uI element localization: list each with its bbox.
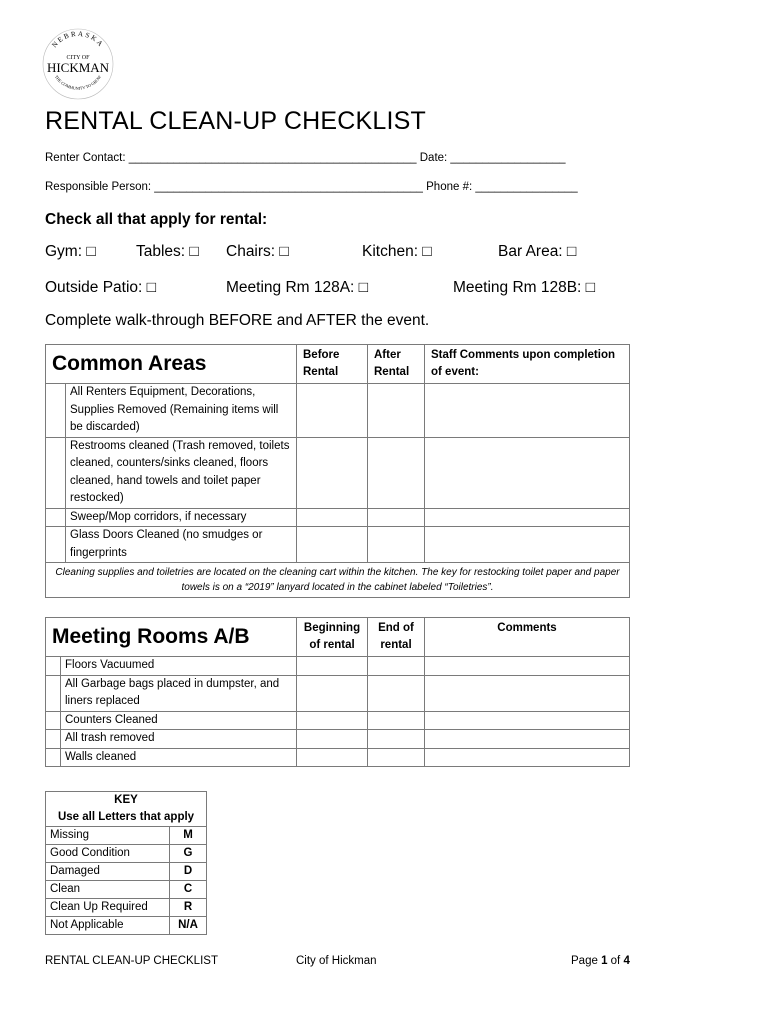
before-cell[interactable] [297, 527, 368, 563]
key-label: Clean Up Required [46, 899, 170, 917]
before-cell[interactable] [297, 384, 368, 438]
option-bar-area[interactable]: Bar Area: □ [498, 243, 577, 260]
walkthrough-instruction: Complete walk-through BEFORE and AFTER the event. [45, 312, 430, 329]
footer-doc-title: RENTAL CLEAN-UP CHECKLIST [45, 955, 218, 967]
table-row [46, 711, 630, 730]
option-tables[interactable]: Tables: □ [136, 243, 199, 260]
comment-cell[interactable] [425, 748, 630, 767]
table-row [46, 527, 630, 563]
beginning-cell[interactable] [297, 748, 368, 767]
col-end-of-rental: End of rental [368, 618, 425, 657]
row-checkbox[interactable] [46, 711, 61, 730]
responsible-person-line[interactable]: Responsible Person: __________________________________________ Phone #: ________________ [45, 181, 578, 193]
page-num: 1 [601, 955, 608, 967]
supplies-note: Cleaning supplies and toiletries are located on the cleaning cart within the kitchen. The key for restocking toilet paper and paper towels is on a “2019” lanyard located in the cabinet labeled “Toiletries”. [46, 563, 630, 598]
comment-cell[interactable] [425, 730, 630, 749]
table-row [46, 437, 630, 508]
page-of: of [607, 955, 624, 967]
end-cell[interactable] [368, 748, 425, 767]
col-after-rental: After Rental [368, 345, 425, 384]
comment-cell[interactable] [425, 675, 630, 711]
comment-cell[interactable] [425, 508, 630, 527]
key-legend-table [45, 791, 207, 935]
key-code: M [170, 827, 207, 845]
table-row [46, 384, 630, 438]
row-checkbox[interactable] [46, 437, 66, 508]
comment-cell[interactable] [425, 711, 630, 730]
beginning-cell[interactable] [297, 657, 368, 676]
svg-text:THE COMMUNITY TO GROW [54, 74, 102, 91]
common-areas-header-row [46, 345, 630, 384]
after-cell[interactable] [368, 437, 425, 508]
beginning-cell[interactable] [297, 675, 368, 711]
option-outside-patio[interactable]: Outside Patio: □ [45, 279, 157, 296]
table-row [46, 730, 630, 749]
after-cell[interactable] [368, 508, 425, 527]
beginning-cell[interactable] [297, 730, 368, 749]
check-heading: Check all that apply for rental: [45, 211, 268, 228]
key-row [46, 881, 207, 899]
seal-bottom-text: THE COMMUNITY TO GROW [53, 74, 103, 91]
end-cell[interactable] [368, 675, 425, 711]
item-label: All trash removed [61, 730, 297, 749]
row-checkbox[interactable] [46, 508, 66, 527]
supplies-note-row [46, 563, 630, 598]
item-label: Glass Doors Cleaned (no smudges or fingerprints [66, 527, 297, 563]
key-label: Missing [46, 827, 170, 845]
key-label: Good Condition [46, 845, 170, 863]
item-label: Sweep/Mop corridors, if necessary [66, 508, 297, 527]
footer-page-number [571, 955, 630, 967]
key-label: Clean [46, 881, 170, 899]
option-kitchen[interactable]: Kitchen: □ [362, 243, 432, 260]
after-cell[interactable] [368, 527, 425, 563]
item-label: All Garbage bags placed in dumpster, and liners replaced [61, 675, 297, 711]
row-checkbox[interactable] [46, 384, 66, 438]
key-row [46, 863, 207, 881]
common-areas-table [45, 344, 630, 598]
meeting-rooms-heading: Meeting Rooms A/B [46, 618, 297, 657]
row-checkbox[interactable] [46, 748, 61, 767]
key-row [46, 917, 207, 935]
item-label: Floors Vacuumed [61, 657, 297, 676]
key-code: D [170, 863, 207, 881]
key-row [46, 899, 207, 917]
table-row [46, 508, 630, 527]
beginning-cell[interactable] [297, 711, 368, 730]
page-title: RENTAL CLEAN-UP CHECKLIST [45, 107, 427, 135]
renter-contact-line[interactable]: Renter Contact: _____________________________________________ Date: __________________ [45, 152, 566, 164]
comment-cell[interactable] [425, 657, 630, 676]
key-code: C [170, 881, 207, 899]
end-cell[interactable] [368, 657, 425, 676]
before-cell[interactable] [297, 437, 368, 508]
meeting-rooms-header-row [46, 618, 630, 657]
seal-top-text: NEBRASKA [50, 29, 106, 50]
seal-name: HICKMAN [46, 60, 110, 75]
option-meeting-128a[interactable]: Meeting Rm 128A: □ [226, 279, 369, 296]
key-row [46, 827, 207, 845]
table-row [46, 657, 630, 676]
item-label: Counters Cleaned [61, 711, 297, 730]
key-label: Damaged [46, 863, 170, 881]
row-checkbox[interactable] [46, 730, 61, 749]
option-chairs[interactable]: Chairs: □ [226, 243, 289, 260]
comment-cell[interactable] [425, 527, 630, 563]
end-cell[interactable] [368, 730, 425, 749]
item-label: Walls cleaned [61, 748, 297, 767]
table-row [46, 675, 630, 711]
key-subtitle: Use all Letters that apply [46, 809, 207, 827]
key-row [46, 845, 207, 863]
option-meeting-128b[interactable]: Meeting Rm 128B: □ [453, 279, 596, 296]
after-cell[interactable] [368, 384, 425, 438]
key-label: Not Applicable [46, 917, 170, 935]
common-areas-heading: Common Areas [46, 345, 297, 384]
col-beginning-of-rental: Beginning of rental [297, 618, 368, 657]
svg-text:NEBRASKA [50, 30, 105, 49]
end-cell[interactable] [368, 711, 425, 730]
item-label: Restrooms cleaned (Trash removed, toilets cleaned, counters/sinks cleaned, floors cleaned, hand towels and toilet paper restocked) [66, 437, 297, 508]
col-staff-comments: Staff Comments upon completion of event: [425, 345, 630, 384]
meeting-rooms-table [45, 617, 630, 767]
row-checkbox[interactable] [46, 657, 61, 676]
key-code: G [170, 845, 207, 863]
table-row [46, 748, 630, 767]
before-cell[interactable] [297, 508, 368, 527]
col-before-rental: Before Rental [297, 345, 368, 384]
key-title: KEY [46, 792, 207, 810]
option-gym[interactable]: Gym: □ [45, 243, 96, 260]
col-comments: Comments [425, 618, 630, 657]
comment-cell[interactable] [425, 384, 630, 438]
footer-city: City of Hickman [296, 955, 377, 967]
item-label: All Renters Equipment, Decorations, Supplies Removed (Remaining items will be discarded) [66, 384, 297, 438]
city-seal-logo [40, 26, 116, 102]
key-code: R [170, 899, 207, 917]
page-total: 4 [623, 955, 630, 967]
comment-cell[interactable] [425, 437, 630, 508]
page-prefix: Page [571, 955, 602, 967]
key-code: N/A [170, 917, 207, 935]
row-checkbox[interactable] [46, 675, 61, 711]
row-checkbox[interactable] [46, 527, 66, 563]
seal-city-of: CITY OF [66, 55, 90, 61]
